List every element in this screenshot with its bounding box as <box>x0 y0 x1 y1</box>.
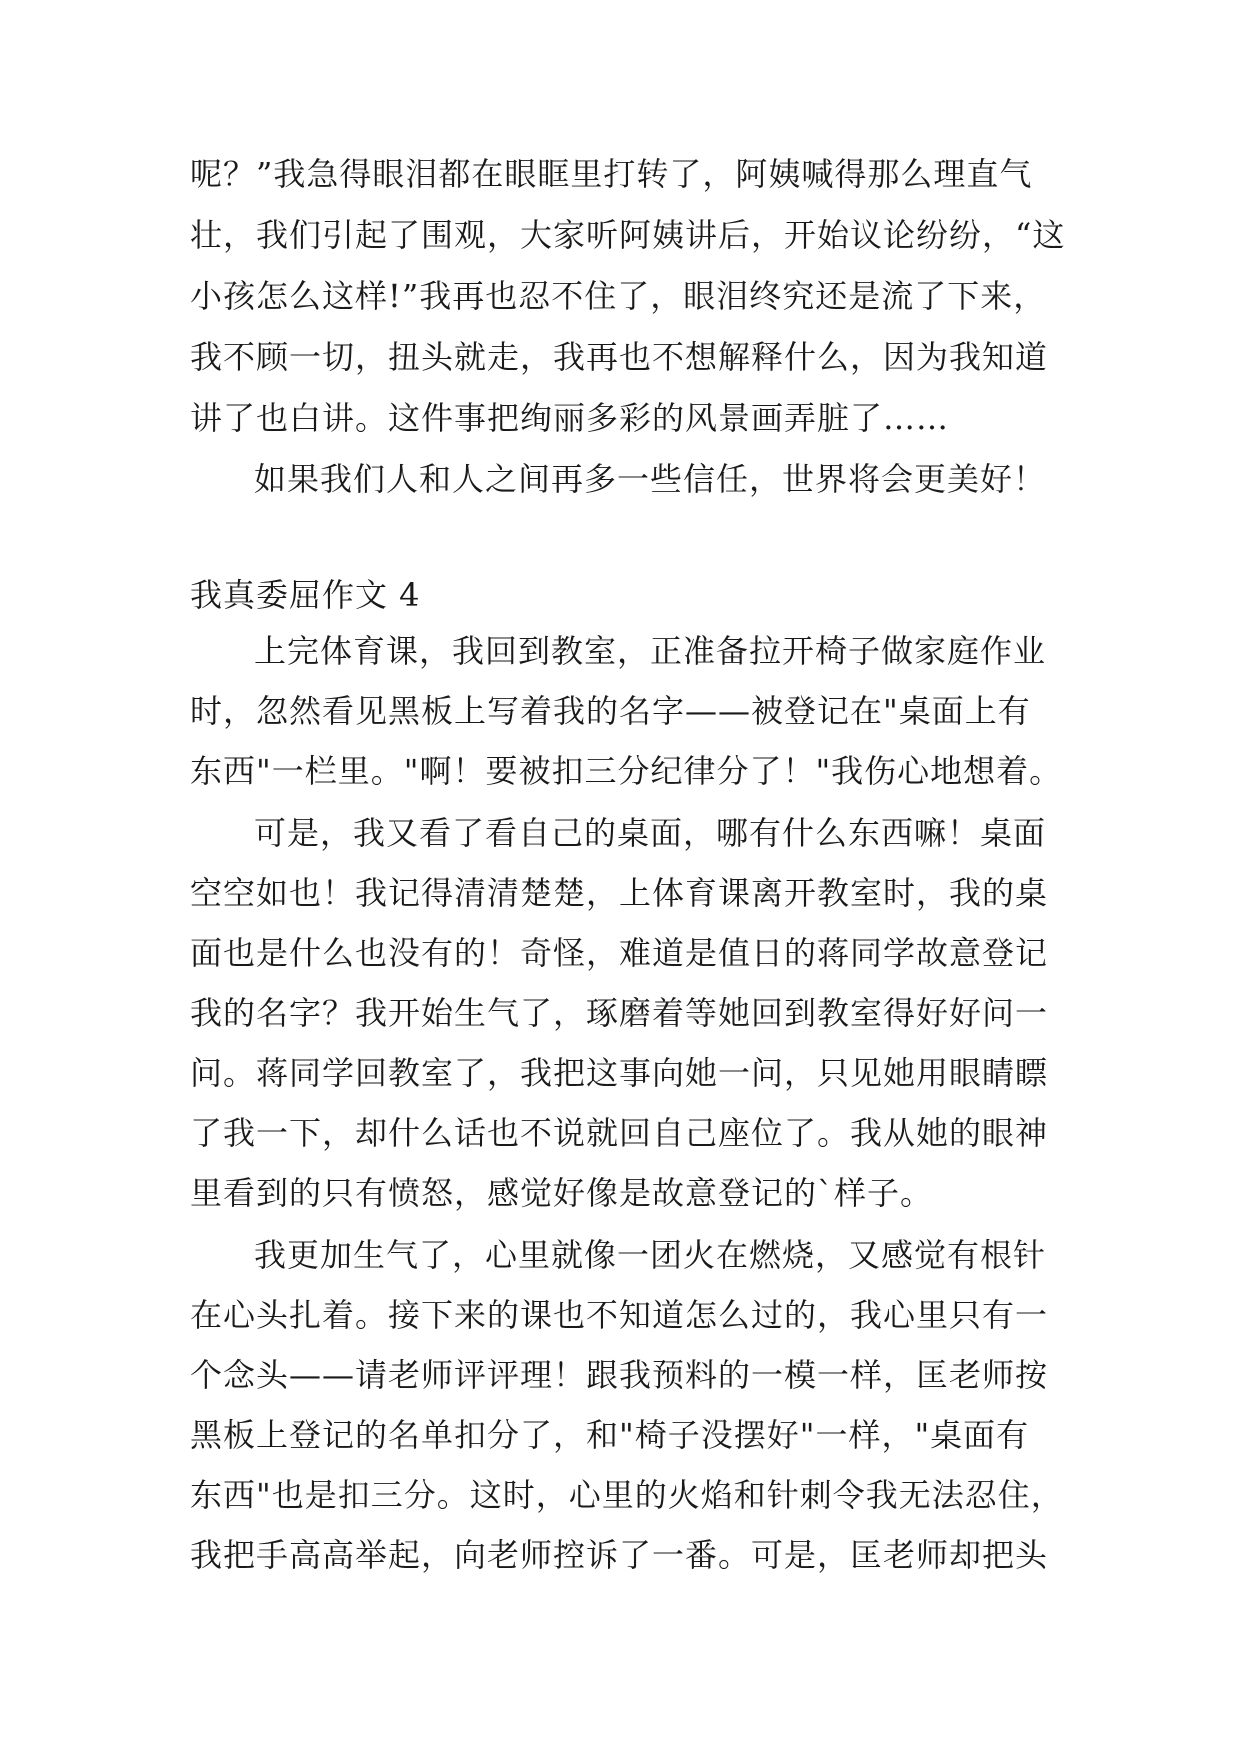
paragraph-line: 个念头——请老师评评理！跟我预料的一模一样，匡老师按 <box>190 1356 1049 1394</box>
paragraph-line: 东西"也是扣三分。这时，心里的火焰和针刺令我无法忍住， <box>190 1476 1064 1514</box>
paragraph-line: 我把手高高举起，向老师控诉了一番。可是，匡老师却把头 <box>190 1536 1049 1574</box>
paragraph-line: 在心头扎着。接下来的课也不知道怎么过的，我心里只有一 <box>190 1296 1049 1334</box>
section-heading: 我真委屈作文 4 <box>190 576 421 614</box>
paragraph-line: 空空如也！我记得清清楚楚，上体育课离开教室时，我的桌 <box>190 874 1049 912</box>
paragraph-line: 小孩怎么这样!”我再也忍不住了，眼泪终究还是流了下来， <box>190 277 1047 315</box>
paragraph-line: 讲了也白讲。这件事把绚丽多彩的风景画弄脏了…… <box>190 399 950 437</box>
paragraph-line: 东西"一栏里。"啊！要被扣三分纪律分了！"我伤心地想着。 <box>190 752 1063 790</box>
paragraph-line: 我不顾一切，扭头就走，我再也不想解释什么，因为我知道 <box>190 338 1049 376</box>
paragraph-line: 我更加生气了，心里就像一团火在燃烧，又感觉有根针 <box>254 1236 1047 1274</box>
paragraph-line: 可是，我又看了看自己的桌面，哪有什么东西嘛！桌面 <box>254 814 1047 852</box>
paragraph-line: 我的名字？我开始生气了，琢磨着等她回到教室得好好问一 <box>190 994 1049 1032</box>
paragraph-line: 问。蒋同学回教室了，我把这事向她一问，只见她用眼睛瞟 <box>190 1054 1049 1092</box>
paragraph-line: 壮，我们引起了围观，大家听阿姨讲后，开始议论纷纷，“这 <box>190 216 1066 254</box>
paragraph-line: 黑板上登记的名单扣分了，和"椅子没摆好"一样，"桌面有 <box>190 1416 1030 1454</box>
paragraph-line: 如果我们人和人之间再多一些信任，世界将会更美好！ <box>254 460 1047 498</box>
paragraph-line: 里看到的只有愤怒，感觉好像是故意登记的`样子。 <box>190 1174 934 1212</box>
paragraph-line: 时，忽然看见黑板上写着我的名字——被登记在"桌面上有 <box>190 692 1031 730</box>
paragraph-line: 呢？”我急得眼泪都在眼眶里打转了，阿姨喊得那么理直气 <box>190 155 1033 193</box>
paragraph-line: 了我一下，却什么话也不说就回自己座位了。我从她的眼神 <box>190 1114 1049 1152</box>
paragraph-line: 面也是什么也没有的！奇怪，难道是值日的蒋同学故意登记 <box>190 934 1049 972</box>
paragraph-line: 上完体育课，我回到教室，正准备拉开椅子做家庭作业 <box>254 632 1047 670</box>
